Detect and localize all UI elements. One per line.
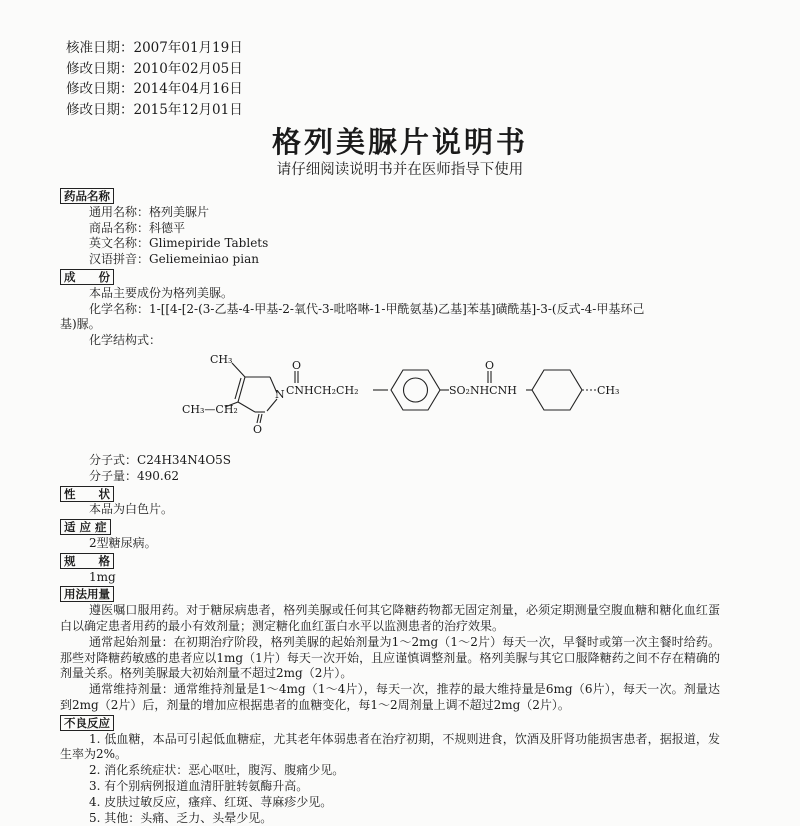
chemical-name-cont: 基)脲。 (60, 317, 720, 333)
methyl-label: CH₃ (210, 353, 232, 366)
approval-date: 核准日期：2007年01月19日 (66, 38, 243, 59)
revision-date: 修改日期：2014年04月16日 (66, 79, 243, 100)
urea-oxygen-label: O (485, 359, 494, 372)
structure-label: 化学结构式： (60, 333, 720, 349)
leaflet-body (60, 187, 720, 826)
section-header-drug-name: 药品名称 (60, 188, 114, 204)
cyclohexyl-methyl-label: CH₃ (597, 384, 619, 397)
main-ingredient: 本品主要成份为格列美脲。 (60, 286, 720, 302)
molecular-weight: 490.62 (137, 469, 179, 483)
dosage-paragraph: 通常维持剂量：通常维持剂量是1～4mg（1～4片），每天一次，推荐的最大维持量是6mg（6片），每天一次。剂量达到2mg（2片）后，剂量的增加应根据患者的血糖变化，每1～2周剂量上调不超过2mg（2片）。 (60, 682, 720, 714)
molecular-formula: C24H34N4O5S (137, 453, 231, 467)
adverse-item: 4. 皮肤过敏反应，瘙痒、红斑、荨麻疹少见。 (60, 795, 720, 811)
english-name-row: 英文名称：Glimepiride Tablets (60, 236, 720, 252)
molecular-weight-row: 分子量：490.62 (60, 469, 720, 485)
ethyl-label: CH₃—CH₂ (182, 403, 238, 416)
chemical-structure (160, 349, 720, 445)
dosage-paragraph: 遵医嘱口服用药。对于糖尿病患者，格列美脲或任何其它降糖药物都无固定剂量，必须定期测量空腹血糖和糖化血红蛋白以确定患者用药的最小有效剂量；测定糖化血红蛋白水平以监测患者的治疗效果。 (60, 603, 720, 635)
section-header-ingredients: 成 份 (60, 269, 114, 285)
molecular-formula-row: 分子式：C24H34N4O5S (60, 453, 720, 469)
adverse-item: 5. 其他：头痛、乏力、头晕少见。 (60, 811, 720, 826)
dosage-paragraph: 通常起始剂量：在初期治疗阶段，格列美脲的起始剂量为1～2mg（1～2片）每天一次，早餐时或第一次主餐时给药。那些对降糖药敏感的患者应以1mg（1片）每天一次开始，且应谨慎调整剂量。格列美脲与其它口服降糖药之间不存在精确的剂量关系。格列美脲最大初始剂量不超过2mg（2片）。 (60, 635, 720, 682)
section-header-specification: 规 格 (60, 553, 114, 569)
section-header-adverse-reactions: 不良反应 (60, 715, 114, 731)
revision-date: 修改日期：2015年12月01日 (66, 100, 243, 121)
chemical-name: 化学名称：1-[[4-[2-(3-乙基-4-甲基-2-氧代-3-吡咯啉-1-甲酰氨基)乙基]苯基]磺酰基]-3-(反式-4-甲基环己 (60, 302, 720, 318)
adverse-item: 3. 有个别病例报道血清肝脏转氨酶升高。 (60, 779, 720, 795)
generic-name-row: 通用名称：格列美脲片 (60, 205, 720, 221)
pinyin-name-row: 汉语拼音：Geliemeiniao pian (60, 252, 720, 268)
sulfonyl-label: SO₂NHCNH (449, 384, 517, 397)
section-header-properties: 性 状 (60, 486, 114, 502)
section-header-indications: 适 应 症 (60, 519, 111, 535)
ring-oxygen-label: O (253, 423, 262, 436)
specification-text: 1mg (60, 570, 720, 586)
indications-text: 2型糖尿病。 (60, 536, 720, 552)
date-list (66, 38, 243, 120)
structure-diagram (160, 349, 720, 445)
adverse-item: 1. 低血糖，本品可引起低血糖症，尤其老年体弱患者在治疗初期，不规则进食，饮酒及肝肾功能损害患者，据报道，发生率为2%。 (60, 732, 720, 764)
document-subtitle: 请仔细阅读说明书并在医师指导下使用 (0, 158, 800, 179)
document-title: 格列美脲片说明书 (0, 120, 800, 161)
properties-text: 本品为白色片。 (60, 502, 720, 518)
chain-label: CNHCH₂CH₂ (286, 384, 358, 397)
trade-name-row: 商品名称：科德平 (60, 221, 720, 237)
adverse-item: 2. 消化系统症状：恶心呕吐，腹泻、腹痛少见。 (60, 763, 720, 779)
amide-oxygen-label: O (292, 359, 301, 372)
revision-date: 修改日期：2010年02月05日 (66, 59, 243, 80)
section-header-dosage: 用法用量 (60, 586, 114, 602)
ring-nitrogen-label: N (275, 388, 285, 401)
